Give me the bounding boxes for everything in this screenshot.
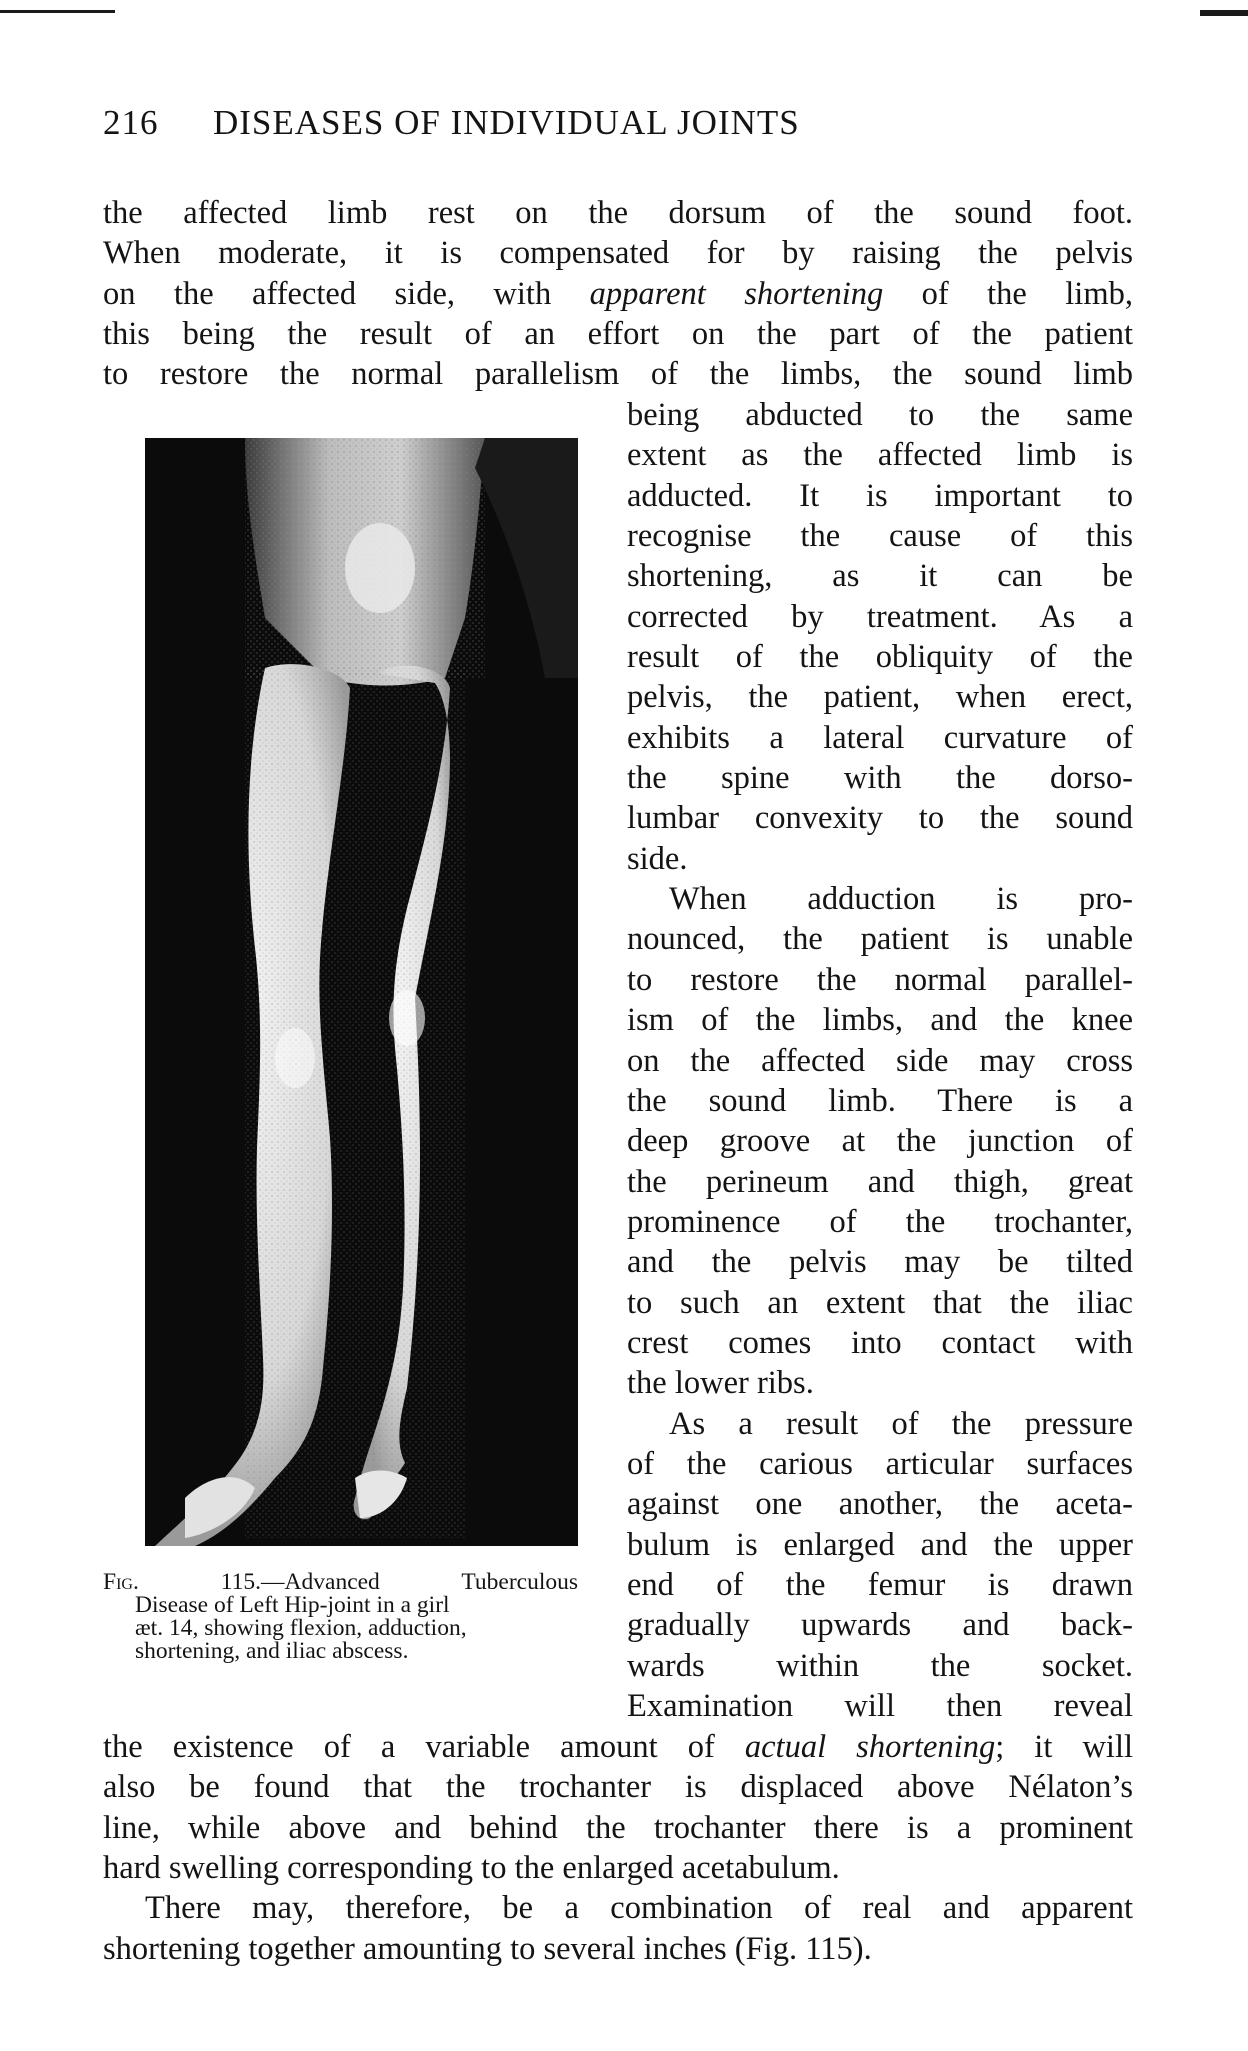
text-line: deep groove at the junction of xyxy=(627,1123,1133,1160)
text-line: of the carious articular surfaces xyxy=(627,1445,1133,1482)
text-line: hard swelling corresponding to the enlarged acetabulum. xyxy=(103,1850,840,1887)
text-line: lumbar convexity to the sound xyxy=(627,800,1133,837)
text-line: the spine with the dorso- xyxy=(627,760,1133,797)
figure-label: Fig. xyxy=(103,1569,139,1595)
running-header xyxy=(103,103,1133,143)
text-line: this being the result of an effort on the part of the patient xyxy=(103,316,1133,353)
text-line: bulum is enlarged and the upper xyxy=(627,1526,1133,1563)
text-line: adducted. It is important to xyxy=(627,477,1133,514)
caption-line: Disease of Left Hip-joint in a girl xyxy=(135,1592,450,1618)
top-right-rule xyxy=(1200,10,1248,16)
text-line: corrected by treatment. As a xyxy=(627,598,1133,635)
italic-term: actual shortening xyxy=(744,1729,996,1765)
text-line: wards within the socket. xyxy=(627,1647,1133,1684)
top-paragraph xyxy=(103,193,1133,395)
text-line: side. xyxy=(627,840,688,877)
text-line: the perineum and thigh, great xyxy=(627,1163,1133,1200)
text-line: Examination will then reveal xyxy=(627,1688,1133,1724)
text-line: end of the femur is drawn xyxy=(627,1566,1133,1603)
text-line: shortening together amounting to several inches (Fig. 115). xyxy=(103,1930,872,1967)
text-line: When adduction is pro- xyxy=(669,881,1133,918)
text-line: When moderate, it is compensated for by raising the pelvis xyxy=(103,235,1133,272)
text-line: the sound limb. There is a xyxy=(627,1082,1133,1119)
text-run: the existence of a variable amount of xyxy=(103,1729,745,1765)
text-run: ; it will xyxy=(995,1729,1134,1765)
running-title: DISEASES OF INDIVIDUAL JOINTS xyxy=(213,103,800,142)
text-line: pelvis, the patient, when erect, xyxy=(627,679,1133,716)
text-line: the affected limb rest on the dorsum of the sound foot. xyxy=(103,195,1133,231)
text-line: ism of the limbs, and the knee xyxy=(627,1002,1133,1039)
text-run: of the limb, xyxy=(883,275,1133,312)
text-line: being abducted to the same xyxy=(627,397,1133,433)
caption-text: 115.—Advanced Tuberculous xyxy=(138,1569,578,1595)
text-line: to restore the normal parallelism of the limbs, the sound limb xyxy=(103,356,1133,393)
text-line xyxy=(103,274,1133,314)
text-line: prominence of the trochanter, xyxy=(627,1203,1133,1240)
caption-line: shortening, and iliac abscess. xyxy=(135,1638,409,1664)
caption-line xyxy=(103,1571,578,1594)
text-line: also be found that the trochanter is displaced above Nélaton’s xyxy=(103,1769,1133,1806)
text-line: on the affected side may cross xyxy=(627,1042,1133,1079)
text-line xyxy=(103,1727,1133,1767)
text-line: against one another, the aceta- xyxy=(627,1486,1133,1523)
bottom-paragraph xyxy=(103,1727,1133,1969)
page-number: 216 xyxy=(103,103,159,142)
text-run: on the affected side, with xyxy=(103,275,590,312)
text-line: and the pelvis may be tilted xyxy=(627,1244,1133,1281)
text-line: to such an extent that the iliac xyxy=(627,1284,1133,1321)
figure-caption xyxy=(103,1571,578,1663)
text-line: recognise the cause of this xyxy=(627,518,1133,555)
text-line: line, while above and behind the trochanter there is a prominent xyxy=(103,1809,1133,1846)
italic-term: apparent shortening xyxy=(589,275,884,312)
text-line: the lower ribs. xyxy=(627,1365,814,1402)
text-line: nounced, the patient is unable xyxy=(627,921,1133,958)
text-line: to restore the normal parallel- xyxy=(627,961,1133,998)
text-line: result of the obliquity of the xyxy=(627,639,1133,676)
text-line: There may, therefore, be a combination of real and apparent xyxy=(145,1890,1133,1927)
right-column-text xyxy=(627,395,1133,1726)
text-line: exhibits a lateral curvature of xyxy=(627,719,1133,756)
top-left-rule xyxy=(0,10,115,13)
text-line: crest comes into contact with xyxy=(627,1324,1133,1361)
text-line: gradually upwards and back- xyxy=(627,1607,1133,1644)
caption-line: æt. 14, showing flexion, adduction, xyxy=(135,1615,467,1641)
text-line: shortening, as it can be xyxy=(627,558,1133,595)
text-line: extent as the affected limb is xyxy=(627,437,1133,474)
text-line: As a result of the pressure xyxy=(669,1405,1133,1442)
figure-photograph xyxy=(145,438,578,1546)
